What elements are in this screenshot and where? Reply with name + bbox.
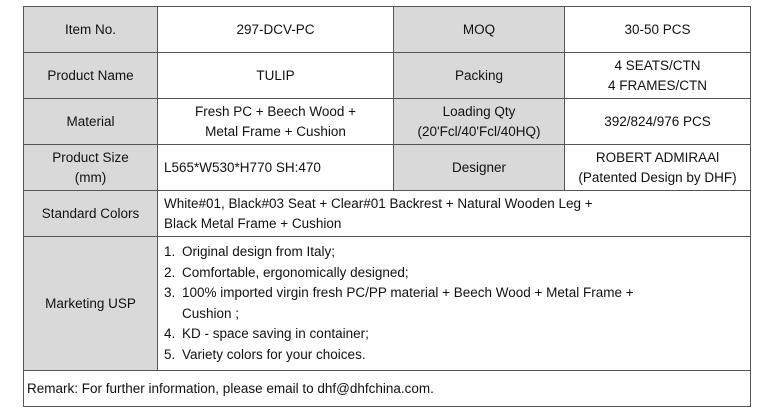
remark-text: Remark: For further information, please email to dhf@dhfchina.com. bbox=[24, 371, 751, 407]
designer-line-2: (Patented Design by DHF) bbox=[578, 169, 737, 185]
packing-line-2: 4 FRAMES/CTN bbox=[607, 77, 707, 93]
row-item-no bbox=[24, 7, 751, 53]
designer-label: Designer bbox=[394, 145, 565, 191]
loading-qty-label bbox=[394, 99, 565, 145]
row-remark bbox=[24, 371, 751, 407]
row-product-size bbox=[24, 145, 751, 191]
packing-label: Packing bbox=[394, 53, 565, 99]
marketing-usp-value bbox=[158, 237, 751, 371]
designer-line-1: ROBERT ADMIRAAl bbox=[595, 149, 720, 165]
row-product-name bbox=[24, 53, 751, 99]
product-name-value: TULIP bbox=[158, 53, 394, 99]
packing-line-1: 4 SEATS/CTN bbox=[614, 57, 701, 73]
row-standard-colors bbox=[24, 191, 751, 237]
product-spec-table bbox=[23, 6, 751, 407]
material-label: Material bbox=[24, 99, 158, 145]
usp-item: 5. Variety colors for your choices. bbox=[164, 346, 366, 362]
product-size-label bbox=[24, 145, 158, 191]
loading-qty-line-2: (20'Fcl/40'Fcl/40HQ) bbox=[417, 123, 541, 139]
usp-item: 3. 100% imported virgin fresh PC/PP material + Beech Wood + Metal Frame + Cushion ; bbox=[164, 285, 634, 321]
product-name-label: Product Name bbox=[24, 53, 158, 99]
usp-list bbox=[164, 242, 744, 365]
row-marketing-usp bbox=[24, 237, 751, 371]
standard-colors-value bbox=[158, 191, 751, 237]
standard-colors-line-1: White#01, Black#03 Seat + Clear#01 Backrest + Natural Wooden Leg + bbox=[164, 195, 593, 211]
moq-value: 30-50 PCS bbox=[565, 7, 751, 53]
usp-item: 4. KD - space saving in container; bbox=[164, 326, 369, 341]
moq-label: MOQ bbox=[394, 7, 565, 53]
material-line-1: Fresh PC + Beech Wood + bbox=[194, 103, 357, 119]
loading-qty-value: 392/824/976 PCS bbox=[565, 99, 751, 145]
row-material bbox=[24, 99, 751, 145]
usp-item: 1. Original design from Italy; bbox=[164, 244, 336, 259]
loading-qty-line-1: Loading Qty bbox=[442, 103, 516, 119]
usp-item: 2. Comfortable, ergonomically designed; bbox=[164, 264, 409, 280]
item-no-label: Item No. bbox=[24, 7, 158, 53]
packing-value bbox=[565, 53, 751, 99]
product-size-value: L565*W530*H770 SH:470 bbox=[158, 145, 394, 191]
material-line-2: Metal Frame + Cushion bbox=[205, 123, 346, 139]
standard-colors-label: Standard Colors bbox=[24, 191, 158, 237]
material-value bbox=[158, 99, 394, 145]
standard-colors-line-2: Black Metal Frame + Cushion bbox=[164, 215, 342, 231]
designer-value bbox=[565, 145, 751, 191]
product-size-line-1: Product Size bbox=[52, 149, 129, 165]
marketing-usp-label: Marketing USP bbox=[24, 237, 158, 371]
item-no-value: 297-DCV-PC bbox=[158, 7, 394, 53]
product-size-line-2: (mm) bbox=[74, 169, 107, 185]
